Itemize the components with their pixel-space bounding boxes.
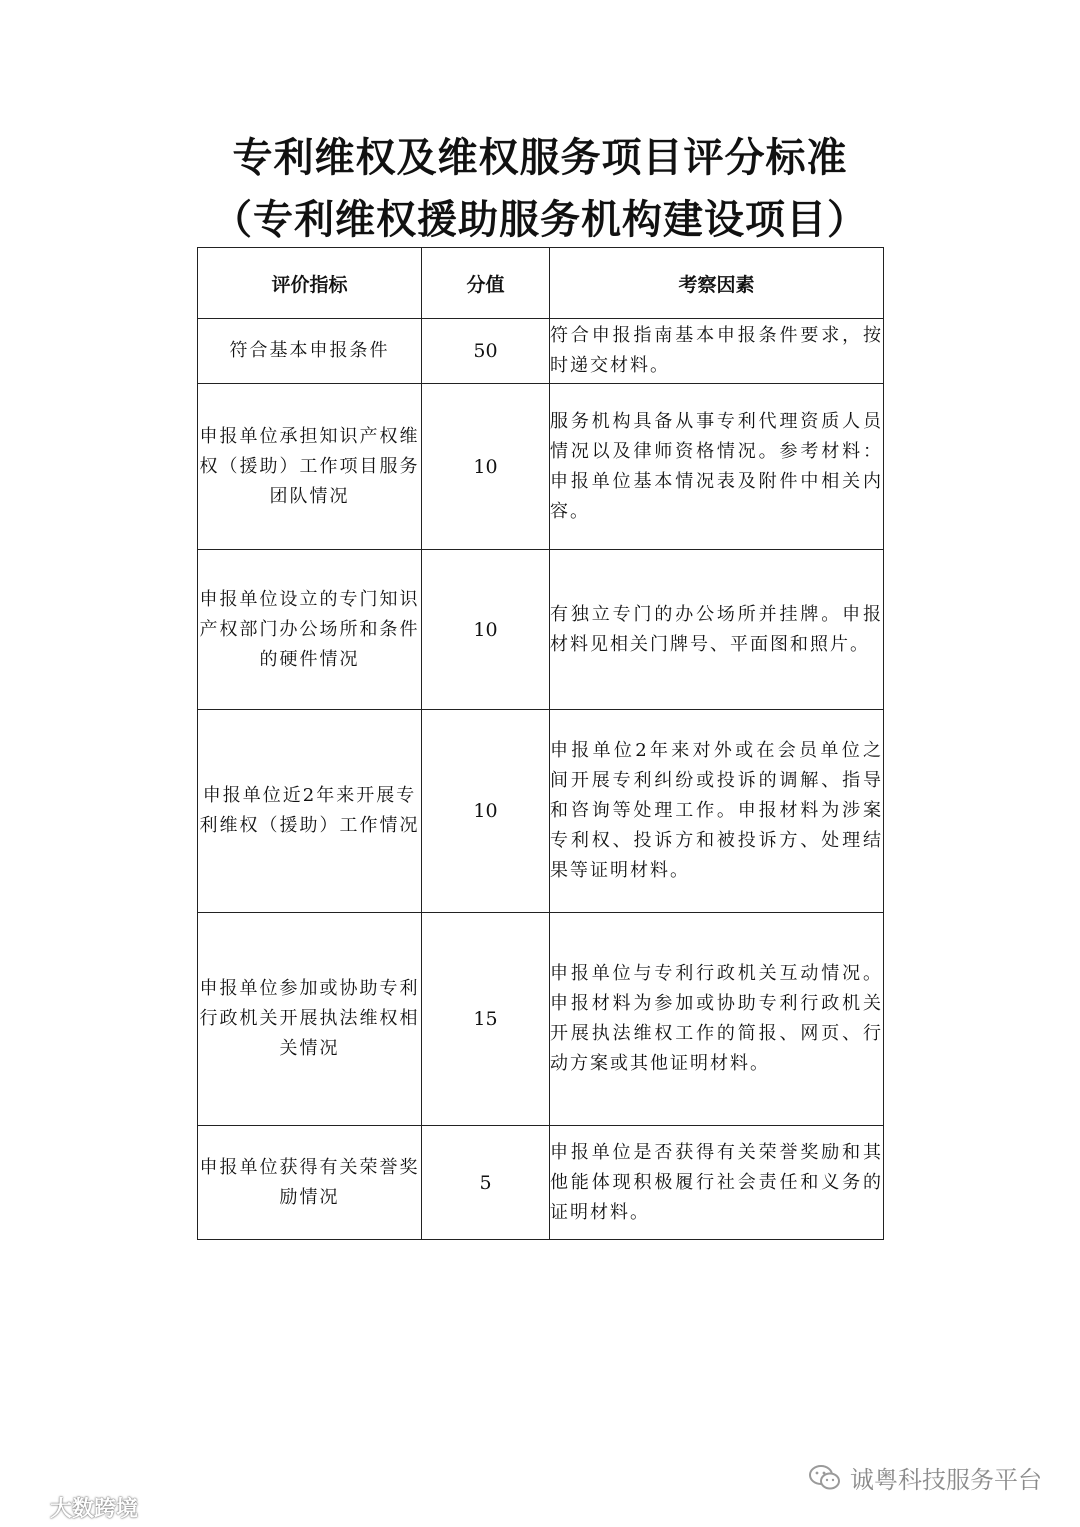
row-factors: 有独立专门的办公场所并挂牌。申报材料见相关门牌号、平面图和照片。 [550, 550, 884, 710]
table-row [198, 913, 884, 1126]
row-score: 10 [422, 550, 550, 710]
row-indicator: 申报单位参加或协助专利行政机关开展执法维权相关情况 [198, 913, 422, 1126]
row-indicator: 申报单位获得有关荣誉奖励情况 [198, 1126, 422, 1240]
row-factors: 服务机构具备从事专利代理资质人员情况以及律师资格情况。参考材料：申报单位基本情况表及附件中相关内容。 [550, 384, 884, 550]
site-watermark-text: 大数跨境 [50, 1497, 139, 1522]
row-factors: 申报单位是否获得有关荣誉奖励和其他能体现积极履行社会责任和义务的证明材料。 [550, 1126, 884, 1240]
table-row [198, 550, 884, 710]
row-factors: 符合申报指南基本申报条件要求，按时递交材料。 [550, 319, 884, 384]
table-row [198, 710, 884, 913]
document-subtitle: （专利维权援助服务机构建设项目） [212, 197, 868, 243]
header-indicator: 评价指标 [198, 248, 422, 319]
table-header-row [198, 248, 884, 319]
row-score: 10 [422, 710, 550, 913]
row-score: 50 [422, 319, 550, 384]
row-factors: 申报单位与专利行政机关互动情况。申报材料为参加或协助专利行政机关开展执法维权工作的简报、网页、行动方案或其他证明材料。 [550, 913, 884, 1126]
header-factors: 考察因素 [550, 248, 884, 319]
row-indicator: 符合基本申报条件 [198, 319, 422, 384]
table-row [198, 1126, 884, 1240]
row-score: 5 [422, 1126, 550, 1240]
row-score: 15 [422, 913, 550, 1126]
scoring-table [197, 247, 884, 1240]
wechat-account-watermark [808, 1460, 1042, 1495]
row-score: 10 [422, 384, 550, 550]
table-row [198, 384, 884, 550]
wechat-icon [808, 1464, 842, 1492]
site-watermark [8, 1492, 138, 1523]
wechat-account-name: 诚粤科技服务平台 [850, 1466, 1042, 1494]
row-indicator: 申报单位近2年来开展专利维权（援助）工作情况 [198, 710, 422, 913]
table-row [198, 319, 884, 384]
header-score: 分值 [422, 248, 550, 319]
logo-mark-icon [8, 1497, 44, 1519]
row-factors: 申报单位2年来对外或在会员单位之间开展专利纠纷或投诉的调解、指导和咨询等处理工作。申报材料为涉案专利权、投诉方和被投诉方、处理结果等证明材料。 [550, 710, 884, 913]
row-indicator: 申报单位承担知识产权维权（援助）工作项目服务团队情况 [198, 384, 422, 550]
row-indicator: 申报单位设立的专门知识产权部门办公场所和条件的硬件情况 [198, 550, 422, 710]
document-title: 专利维权及维权服务项目评分标准 [232, 135, 848, 181]
